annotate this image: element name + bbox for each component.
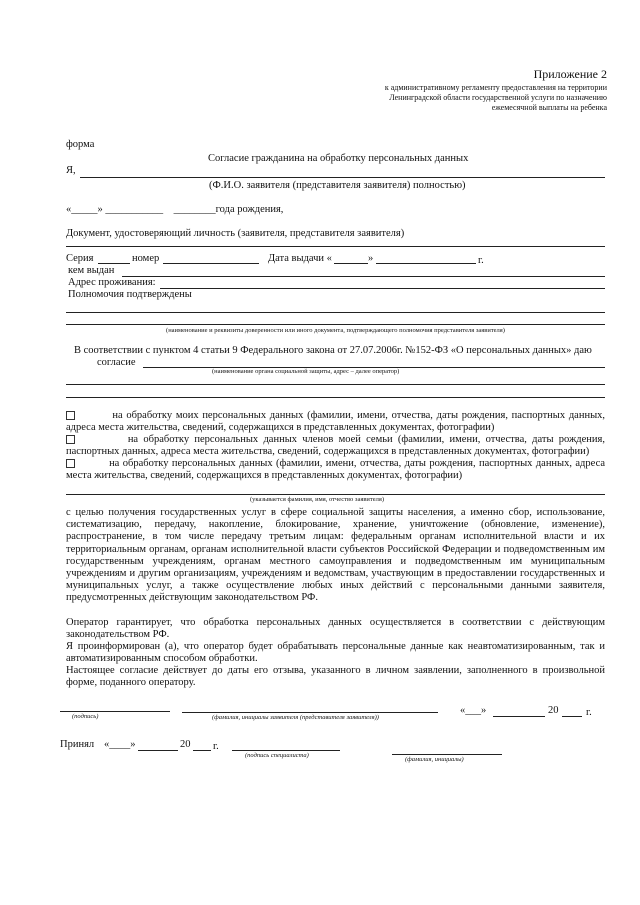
checkbox-own[interactable]: [66, 411, 75, 420]
valid-text: Настоящее согласие действует до даты его отзыва, указанного в личном заявлении, заполненного в произвольной форме, поданного оператору.: [66, 665, 605, 689]
sign-g: г.: [586, 707, 592, 718]
sign-date-mid: ___»: [465, 705, 487, 716]
organ-line-2[interactable]: [66, 384, 605, 385]
doc-label: Документ, удостоверяющий личность (заявителя, представителя заявителя): [66, 228, 405, 239]
sign-year: 20: [548, 705, 559, 716]
organ-line-3[interactable]: [66, 397, 605, 398]
nomer-field[interactable]: [163, 263, 259, 264]
nomer-label: номер: [132, 253, 160, 264]
sign-date[interactable]: [460, 705, 486, 717]
fio-zayav-field[interactable]: [66, 494, 605, 495]
prinyal-month-field[interactable]: [138, 750, 178, 751]
podpis-caption: (подпись): [72, 713, 99, 720]
seria-field[interactable]: [98, 263, 130, 264]
seria-label: Серия: [66, 253, 94, 264]
soglasie-label: согласие: [97, 357, 136, 368]
operator-text: Оператор гарантирует, что обработка персональных данных осуществляется в соответствии с действующим законодательством РФ.: [66, 617, 605, 641]
spec-signature-field[interactable]: [232, 750, 340, 751]
check-own-text: на обработку моих персональных данных (фамилии, имени, отчества, даты рождения, паспортных данных, адреса места жительства, сведений, содержащихся в представленных документах, фотографии): [66, 410, 606, 434]
address-label: Адрес проживания:: [68, 277, 156, 288]
doc-line[interactable]: [66, 246, 605, 247]
polnomochiya-label: Полномочия подтверждены: [68, 289, 192, 300]
spec-fio-caption: (фамилия, инициалы): [405, 756, 464, 763]
sign-month-field[interactable]: [493, 716, 545, 717]
purpose-text: с целью получения государственных услуг в сфере социальной защиты населения, а именно сбор, использование, систематизацию, передачу, накопление, блокирование, хранение, уничтожение (обновление, изменение), распространение, в том числе передачу третьим лицам: федеральным органам исполнительной власти и их территориальным органам, органам исполнительной власти субъектов Российской Федерации и подведомственным им государственным учреждениям, органам местного самоуправления и подведомственным им муниципальным учреждениям и другим организациям, учреждениям и ведомствам, участвующим в предоставлении государственных и муниципальных услуг, а также осуществление любых иных действий с персональными данными заявителя, предусмотренных действующим законодательством РФ.: [66, 507, 605, 604]
date-issued-label: Дата выдачи «: [268, 253, 332, 264]
appendix-title: Приложение 2: [533, 67, 607, 81]
signature-fio-field[interactable]: [182, 712, 438, 713]
spec-fio-field[interactable]: [392, 754, 502, 755]
check-other-text: на обработку персональных данных (фамилии, имени, отчества, даты рождения, паспортных данных, адреса места жительства, сведений, содержащихся в представленных документах, фотографии): [66, 458, 606, 482]
birth-day: _____: [71, 204, 98, 215]
prinyal-year-field[interactable]: [193, 750, 211, 751]
fio-caption: (Ф.И.О. заявителя (представителя заявителя) полностью): [209, 180, 466, 191]
spec-podpis-caption: (подпись специалиста): [245, 752, 309, 759]
birth-date-row[interactable]: [66, 204, 283, 216]
appendix-line-1: к административному регламенту предоставления на территории: [384, 83, 607, 92]
signature-field[interactable]: [60, 711, 170, 712]
check-family-data: [66, 434, 605, 458]
appendix-line-2: Ленинградской области государственной услуги по назначению: [389, 93, 607, 102]
check-family-text: на обработку персональных данных членов моей семьи (фамилии, имени, отчества, даты рождения, паспортных данных, адреса места жительства, сведений, содержащихся в представленных документах, фотографии): [66, 434, 605, 458]
date-issued-day[interactable]: [334, 263, 368, 264]
kem-vydan-field[interactable]: [122, 276, 605, 277]
polnomochiya-line-1[interactable]: [66, 312, 605, 313]
prinyal-g: г.: [213, 741, 219, 752]
ya-label: Я,: [66, 165, 76, 176]
date-issued-close: »: [368, 253, 374, 264]
checkbox-family[interactable]: [66, 435, 75, 444]
kem-vydan-label: кем выдан: [68, 265, 115, 276]
check-own-data: [66, 410, 605, 434]
fio-field[interactable]: [80, 177, 605, 178]
organ-caption: (наименование органа социальной защиты, адрес – далее оператор): [212, 368, 400, 375]
prinyal-year: 20: [180, 739, 191, 750]
birth-year: ________: [173, 204, 216, 215]
birth-close: »: [97, 204, 103, 215]
prinyal-date: «____»: [104, 739, 136, 750]
form-label: форма: [66, 139, 95, 150]
consent-heading: Согласие гражданина на обработку персональных данных: [208, 153, 469, 164]
dover-caption: (наименование и реквизиты доверенности или иного документа, подтверждающего полномочия представителя заявителя): [166, 327, 505, 334]
birth-suffix: года рождения,: [215, 204, 284, 215]
birth-month: ___________: [105, 204, 164, 215]
informed-text: Я проинформирован (а), что оператор будет обрабатывать персональные данные как неавтоматизированным, так и автоматизированным способом обработки.: [66, 641, 605, 665]
polnomochiya-line-2[interactable]: [66, 324, 605, 325]
checkbox-other[interactable]: [66, 459, 75, 468]
appendix-line-3: ежемесячной выплаты на ребенка: [491, 103, 607, 112]
birth-open: «: [66, 204, 72, 215]
address-field[interactable]: [160, 288, 605, 289]
date-issued-g: г.: [478, 255, 484, 266]
law-line: В соответствии с пунктом 4 статьи 9 Федерального закона от 27.07.2006г. №152-ФЗ «О персональных данных» даю: [74, 345, 592, 356]
date-issued-month[interactable]: [376, 263, 476, 264]
fio-zayav-caption: (указывается фамилия, имя, отчество заявителя): [250, 496, 385, 503]
sign-year-field[interactable]: [562, 716, 582, 717]
check-other-data: [66, 458, 605, 482]
fio-sign-caption: (фамилия, инициалы заявителя (представителя заявителя)): [212, 714, 379, 721]
sign-date-open: «: [460, 705, 466, 716]
prinyal-label: Принял: [60, 739, 95, 750]
